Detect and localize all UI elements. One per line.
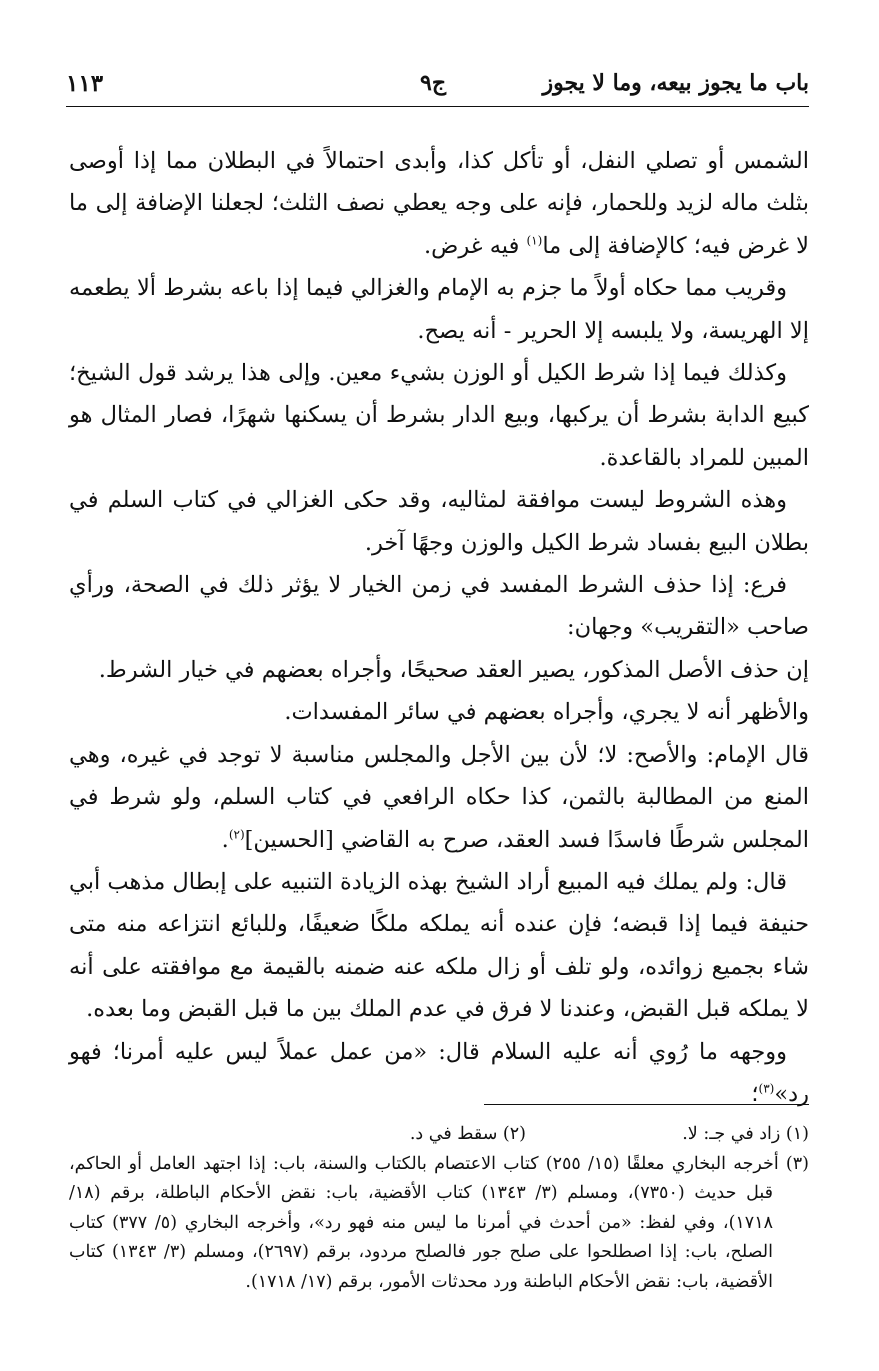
page-number: ١١٣ [66,70,104,97]
paragraph: فرع: إذا حذف الشرط المفسد في زمن الخيار لا يؤثر ذلك في الصحة، ورأي صاحب «التقريب» وجهان: [69,572,809,641]
footnote-marker: (١) [526,233,543,248]
main-text [69,140,809,1115]
paragraph [69,734,809,861]
footnote-3: (٣) أخرجه البخاري معلقًا (١٥/ ٢٥٥) كتاب الاعتصام بالكتاب والسنة، باب: إذا اجتهد العامل أو الحاكم، قبل حديث (٧٣٥٠)، ومسلم (٣/ ١٣٤٣) كتاب الأقضية، باب: نقض الأحكام الباطلة، برقم (١٨/ ١٧١٨)، وفي لفظ: «من أحدث في أمرنا ما ليس منه فهو رد»، وأخرجه البخاري (٥/ ٣٧٧) كتاب الصلح، باب: إذا اصطلحوا على صلح جور فالصلح مردود، برقم (٢٦٩٧)، ومسلم (٣/ ١٣٤٣) كتاب الأقضية، باب: نقض الأحكام الباطنة ورد محدثات الأمور، برقم (١٧/ ١٧١٨). [69,1153,809,1292]
footnote-marker: (٢) [228,827,245,841]
volume-label: ج٩ [420,70,447,96]
footnote-row [69,1120,809,1150]
paragraph: وهذه الشروط ليست موافقة لمثاليه، وقد حكى الغزالي في كتاب السلم في بطلان البيع بفساد شرط الكيل والوزن وجهًا آخر. [69,487,809,556]
chapter-title: باب ما يجوز بيعه، وما لا يجوز [542,70,809,96]
paragraph: وكذلك فيما إذا شرط الكيل أو الوزن بشيء معين. وإلى هذا يرشد قول الشيخ؛ كبيع الدابة بشرط أن يركبها، وبيع الدار بشرط أن يسكنها شهرًا، فصار المثال هو المبين للمراد بالقاعدة. [69,360,809,471]
paragraph-text: قال الإمام: والأصح: لا؛ لأن بين الأجل والمجلس مناسبة لا توجد في غيره، وهي المنع من المطالبة بالثمن، كذا حكاه الرافعي في كتاب السلم، ولو شرط في المجلس شرطًا فاسدًا فسد العقد، صرح به القاضي [الحسين] [69,741,809,853]
footnotes [69,1120,809,1297]
paragraph [69,140,809,267]
paragraph: وقريب مما حكاه أولاً ما جزم به الإمام والغزالي فيما إذا باعه بشرط ألا يطعمه إلا الهريسة، ولا يلبسه إلا الحرير - أنه يصح. [69,275,809,344]
paragraph-text: الشمس أو تصلي النفل، أو تأكل كذا، وأبدى احتمالاً في البطلان مما إذا أوصى بثلث ماله لزيد وللحمار، فإنه على وجه يعطي نصف الثلث؛ لجعلنا الإضافة إلى ما لا غرض فيه؛ كالإضافة إلى ما [69,148,809,259]
footnote-divider [484,1104,809,1105]
footnote-1: (١) زاد في جـ: لا. [682,1124,809,1144]
paragraph-text: ووجهه ما رُوي أنه عليه السلام قال: «من عمل عملاً ليس عليه أمرنا؛ فهو رد» [69,1038,809,1107]
paragraph-text: . [221,826,229,853]
paragraph: والأظهر أنه لا يجري، وأجراه بعضهم في سائر المفسدات. [284,699,809,726]
paragraph: إن حذف الأصل المذكور، يصير العقد صحيحًا، وأجراه بعضهم في خيار الشرط. [98,656,809,683]
running-header [66,70,809,107]
paragraph: قال: ولم يملك فيه المبيع أراد الشيخ بهذه الزيادة التنبيه على إبطال مذهب أبي حنيفة فيما إذا قبضه؛ فإن عنده أنه يملكه ملكًا ضعيفًا، وللبائع انتزاعه منه متى شاء بجميع زوائده، ولو تلف أو زال ملكه عنه ضمنه بالقيمة مع موافقته على أنه لا يملكه قبل القبض، وعندنا لا فرق في عدم الملك بين ما قبل القبض وما بعده. [69,868,809,1023]
footnote-2: (٢) سقط في د. [409,1124,526,1144]
paragraph-text: فيه غرض. [424,232,527,259]
footnote-marker: (٣) [758,1081,775,1096]
paragraph [69,1031,809,1116]
paragraph-text: ؛ [751,1080,759,1107]
